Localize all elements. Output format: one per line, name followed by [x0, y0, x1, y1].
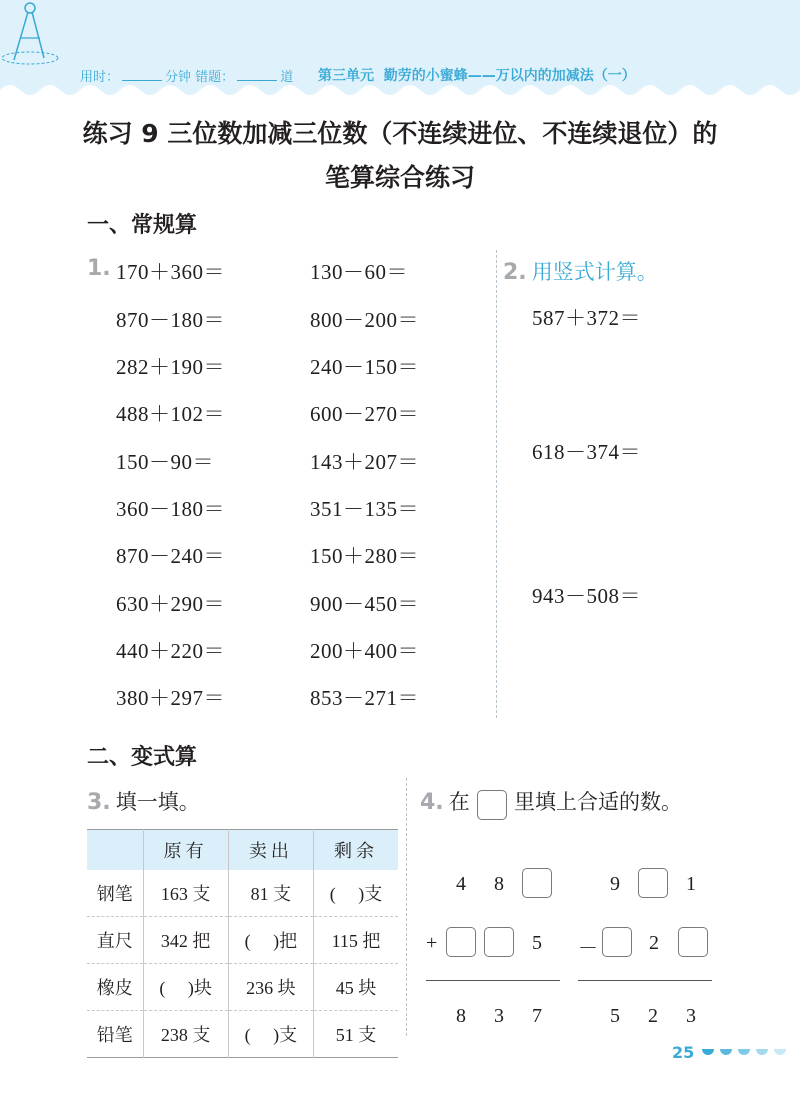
q1-equation: 170＋360＝ [116, 260, 225, 284]
errors-label: 错题： [195, 70, 235, 85]
q4-heading [420, 786, 682, 820]
table-cell-blank[interactable]: ( )把 [228, 917, 313, 964]
q4-answer-box[interactable] [678, 927, 708, 957]
q1-equation: 800－200＝ [310, 308, 419, 332]
section-heading-1: 一、常规算 [87, 213, 198, 238]
q4-right-result-digit: 5 [610, 1005, 620, 1027]
q1-equation: 282＋190＝ [116, 355, 225, 379]
q1-equation: 870－240＝ [116, 544, 225, 568]
q1-equation: 440＋220＝ [116, 639, 225, 663]
q1-equation: 900－450＝ [310, 592, 419, 616]
q1-equation: 143＋207＝ [310, 450, 419, 474]
table-cell: 342 把 [143, 917, 228, 964]
q4-right-digit: 9 [610, 873, 620, 895]
column-divider [496, 250, 497, 718]
table-row [87, 1011, 398, 1058]
q4-right-operator: － [578, 938, 598, 960]
q2-number: 2. [503, 260, 527, 285]
q4-right-result-digit: 3 [686, 1005, 696, 1027]
table-cell: 45 块 [335, 978, 377, 998]
table-cell: 115 把 [331, 931, 381, 951]
title-rest: 三位数加减三位数（不连续进位、不连续退位）的 [167, 119, 718, 148]
time-blank [122, 69, 162, 81]
q4-left-result-digit: 8 [456, 1005, 466, 1027]
q2-item: 618－374＝ [532, 440, 641, 464]
q4-right-result-digit: 2 [648, 1005, 658, 1027]
header-unit [318, 65, 636, 85]
compass-icon [0, 0, 60, 66]
q1-equation: 853－271＝ [310, 686, 419, 710]
table-cell: 236 块 [228, 964, 313, 1011]
q4-left-operator: + [426, 932, 438, 954]
q1-equation: 150＋280＝ [310, 544, 419, 568]
table-cell: 238 支 [143, 1011, 228, 1058]
q1-equation: 150－90＝ [116, 450, 214, 474]
title-prefix: 练习 [82, 119, 133, 148]
table-cell: 51 支 [335, 1025, 377, 1045]
q4-answer-box[interactable] [638, 868, 668, 898]
q1-equation: 351－135＝ [310, 497, 419, 521]
q3-heading [87, 786, 200, 816]
header-band [0, 0, 800, 98]
q3-number: 3. [87, 790, 111, 815]
table-header-cell: 卖出 [228, 830, 313, 870]
q4-left-result-digit: 3 [494, 1005, 504, 1027]
q4-answer-box[interactable] [446, 927, 476, 957]
table-header-row [87, 830, 398, 870]
q4-left-digit: 8 [494, 873, 504, 895]
table-cell: 163 支 [143, 870, 228, 917]
q2-instruction: 用竖式计算。 [531, 260, 658, 284]
q3-q4-divider [406, 778, 407, 1036]
page-number: 25 [672, 1043, 695, 1062]
table-row [87, 964, 398, 1011]
q1-equation: 200＋400＝ [310, 639, 419, 663]
q2-item: 587＋372＝ [532, 306, 641, 330]
table-row-label: 橡皮 [87, 964, 143, 1011]
q3-instruction: 填一填。 [115, 790, 200, 814]
q4-text-after: 里填上合适的数。 [513, 790, 682, 814]
q4-number: 4. [420, 790, 444, 815]
q1-equation: 130－60＝ [310, 260, 408, 284]
page-subtitle: 笔算综合练习 [324, 163, 475, 192]
q4-answer-box[interactable] [484, 927, 514, 957]
q1-equation: 360－180＝ [116, 497, 225, 521]
table-row [87, 870, 398, 917]
table-header-cell: 剩余 [314, 830, 398, 870]
page-dots-decoration [700, 1047, 796, 1061]
page-title [0, 114, 800, 150]
q4-text-before: 在 [448, 790, 470, 814]
q4-right-sum-line [578, 980, 712, 981]
q4-answer-box[interactable] [602, 927, 632, 957]
q4-right-digit: 1 [686, 873, 696, 895]
table-row [87, 917, 398, 964]
q4-left-result-digit: 7 [532, 1005, 542, 1027]
q1-equation: 870－180＝ [116, 308, 225, 332]
table-cell: 81 支 [228, 870, 313, 917]
q1-number: 1. [87, 256, 111, 281]
title-number: 9 [141, 119, 159, 148]
sample-box-icon [477, 790, 507, 820]
table-row-label: 直尺 [87, 917, 143, 964]
table-row-label: 铅笔 [87, 1011, 143, 1058]
q1-equation: 380＋297＝ [116, 686, 225, 710]
stock-table [87, 829, 398, 1058]
unit-label: 第三单元 [318, 68, 374, 84]
q4-right-digit: 2 [649, 932, 659, 954]
q1-equation: 630＋290＝ [116, 592, 225, 616]
errors-blank [237, 69, 277, 81]
section-heading-2: 二、变式算 [87, 745, 198, 770]
q4-left-sum-line [426, 980, 560, 981]
minutes-label: 分钟 [165, 70, 192, 85]
table-header-cell: 原有 [143, 830, 228, 870]
q4-left-digit: 4 [456, 873, 466, 895]
q1-equation: 488＋102＝ [116, 402, 225, 426]
table-header-cell [87, 830, 143, 870]
q2-heading [503, 256, 658, 286]
q1-equation: 240－150＝ [310, 355, 419, 379]
q1-equation: 600－270＝ [310, 402, 419, 426]
header-time-errors [80, 66, 293, 85]
table-row-label: 钢笔 [87, 870, 143, 917]
table-cell-blank[interactable]: ( )支 [329, 883, 383, 904]
table-cell-blank[interactable]: ( )支 [228, 1011, 313, 1058]
unit-title: 勤劳的小蜜蜂——万以内的加减法（一） [383, 68, 636, 84]
time-label: 用时： [80, 70, 120, 85]
q2-item: 943－508＝ [532, 584, 641, 608]
q4-left-digit: 5 [532, 932, 542, 954]
q4-answer-box[interactable] [522, 868, 552, 898]
table-cell-blank[interactable]: ( )块 [143, 964, 228, 1011]
questions-label: 道 [280, 70, 294, 85]
